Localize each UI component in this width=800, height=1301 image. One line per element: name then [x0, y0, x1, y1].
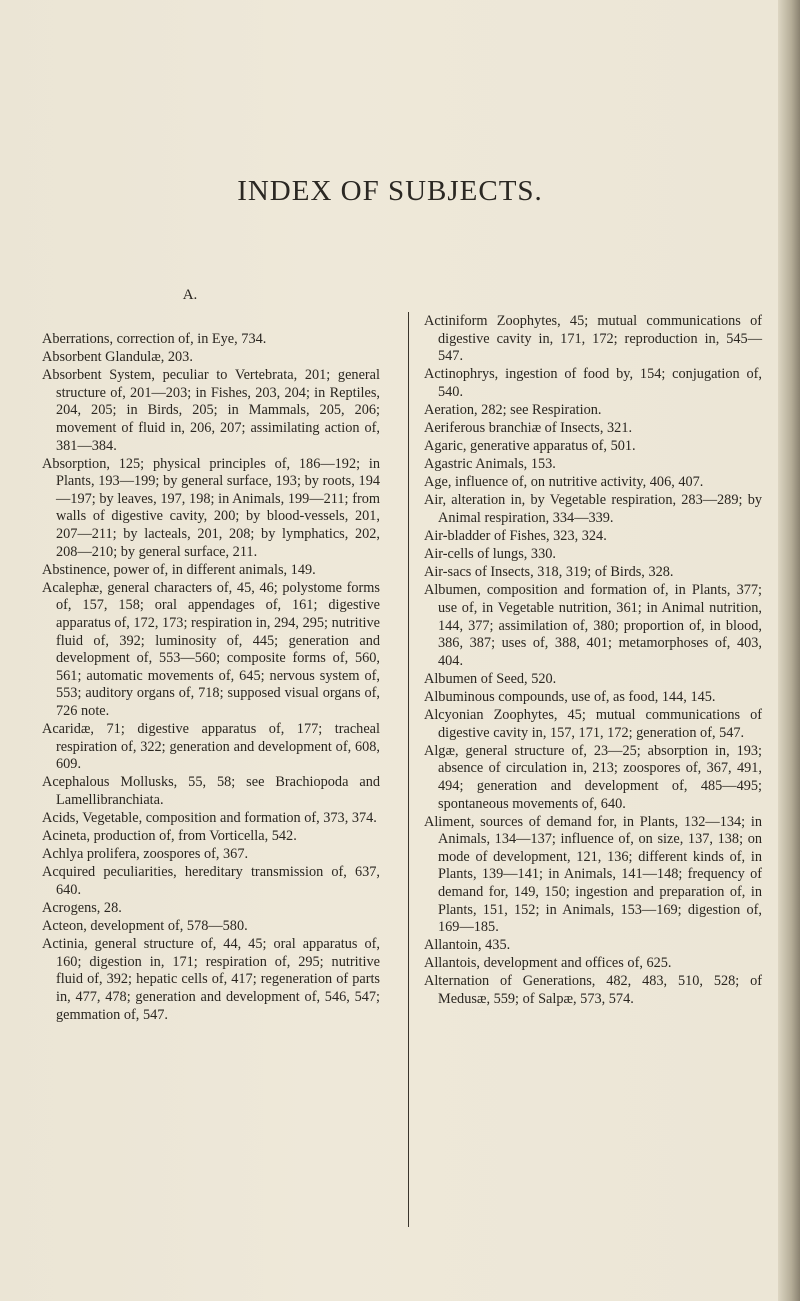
index-entry: Actiniform Zoophytes, 45; mutual communications of digestive cavity in, 171, 172; reproduction in, 545—547. — [424, 313, 762, 365]
index-entry: Alternation of Generations, 482, 483, 510, 528; of Medusæ, 559; of Salpæ, 573, 574. — [424, 973, 762, 1008]
index-entry: Alcyonian Zoophytes, 45; mutual communications of digestive cavity in, 157, 171, 172; generation of, 547. — [424, 707, 762, 741]
index-entry: Acquired peculiarities, hereditary transmission of, 637, 640. — [42, 864, 380, 898]
index-entry: Air-sacs of Insects, 318, 319; of Birds, 328. — [424, 564, 674, 581]
index-entry: Acaridæ, 71; digestive apparatus of, 177; tracheal respiration of, 322; generation and development of, 608, 609. — [42, 721, 380, 773]
index-entry: Aeration, 282; see Respiration. — [424, 401, 602, 418]
index-entry: Algæ, general structure of, 23—25; absorption in, 193; absence of circulation in, 213; zoospores of, 367, 491, 494; generation and development of, 485—495; spontaneous movements of, 640. — [424, 742, 762, 812]
index-entry: Albumen of Seed, 520. — [424, 670, 557, 687]
index-entry: Agastric Animals, 153. — [424, 456, 556, 473]
index-column-left — [42, 331, 380, 1025]
index-entry: Acalephæ, general characters of, 45, 46; polystome forms of, 157, 158; oral appendages of, 161; digestive apparatus of, 172, 173; respiration in, 294, 295; nutritive fluid of, 392; luminosity of, 445; generation and development of, 553—560; composite forms of, 560, 561; automatic movements of, 645; nervous system of, 553; auditory organs of, 718; supposed visual organs of, 726 note. — [42, 579, 381, 719]
index-entry: Absorbent Glandulæ, 203. — [42, 349, 193, 366]
index-column-right — [424, 313, 762, 1009]
index-entry: Agaric, generative apparatus of, 501. — [424, 438, 636, 455]
index-entry: Acineta, production of, from Vorticella, 542. — [42, 828, 297, 845]
index-entry: Air-cells of lungs, 330. — [424, 546, 556, 563]
index-entry: Absorption, 125; physical principles of, 186—192; in Plants, 193—199; by general surface, 193; by roots, 194—197; by leaves, 197, 198; in Animals, 199—211; from walls of digestive cavity, 200; by blood-vessels, 201, 207—211; by lacteals, 201, 208; by lymphatics, 202, 208—210; by general surface, 211. — [42, 455, 380, 560]
index-entry: Aliment, sources of demand for, in Plants, 132—134; in Animals, 134—137; influence of, on size, 137, 138; on mode of development, 121, 136; different kinds of, in Plants, 139—141; in Animals, 141—148; frequency of demand for, 149, 150; ingestion and preparation of, in Plants, 151, 152; in Animals, 153—169; digestion of, 169—185. — [424, 813, 762, 936]
column-divider — [408, 312, 409, 1227]
index-entry: Air-bladder of Fishes, 323, 324. — [424, 528, 607, 545]
index-entry: Actinophrys, ingestion of food by, 154; conjugation of, 540. — [424, 366, 762, 400]
index-entry: Acrogens, 28. — [42, 900, 122, 916]
page-spine-shadow — [778, 0, 800, 1301]
index-entry: Aberrations, correction of, in Eye, 734. — [42, 331, 267, 347]
index-entry: Air, alteration in, by Vegetable respiration, 283—289; by Animal respiration, 334—339. — [424, 492, 762, 527]
index-entry: Acephalous Mollusks, 55, 58; see Brachiopoda and Lamellibranchiata. — [42, 774, 380, 808]
index-entry: Allantoin, 435. — [424, 937, 511, 954]
index-entry: Albuminous compounds, use of, as food, 144, 145. — [424, 688, 716, 705]
index-entry: Acids, Vegetable, composition and formation of, 373, 374. — [42, 810, 377, 827]
page-title: INDEX OF SUBJECTS. — [237, 175, 543, 207]
index-entry: Absorbent System, peculiar to Vertebrata, 201; general structure of, 201—203; in Fishes, 203, 204; in Reptiles, 204, 205; in Birds, 205; in Mammals, 205, 206; movement of fluid in, 206, 207; assimilating action of, 381—384. — [42, 367, 380, 454]
section-letter: A. — [182, 287, 198, 303]
index-entry: Actinia, general structure of, 44, 45; oral apparatus of, 160; digestion in, 171; respiration of, 295; nutritive fluid of, 392; hepatic cells of, 417; regeneration of parts in, 477, 478; generation and development of, 546, 547; gemmation of, 547. — [42, 936, 380, 1023]
index-entry: Acteon, development of, 578—580. — [42, 918, 248, 935]
index-entry: Abstinence, power of, in different animals, 149. — [42, 561, 316, 578]
index-entry: Aeriferous branchiæ of Insects, 321. — [424, 420, 633, 437]
index-entry: Allantois, development and offices of, 625. — [424, 955, 672, 972]
index-entry: Achlya prolifera, zoospores of, 367. — [42, 846, 249, 863]
index-entry: Albumen, composition and formation of, in Plants, 377; use of, in Vegetable nutrition, 361; in Animal nutrition, 144, 377; assimilation of, 380; proportion of, in blood, 386, 387; uses of, 388, 401; metamorphoses of, 403, 404. — [424, 582, 762, 669]
index-entry: Age, influence of, on nutritive activity, 406, 407. — [424, 474, 704, 491]
